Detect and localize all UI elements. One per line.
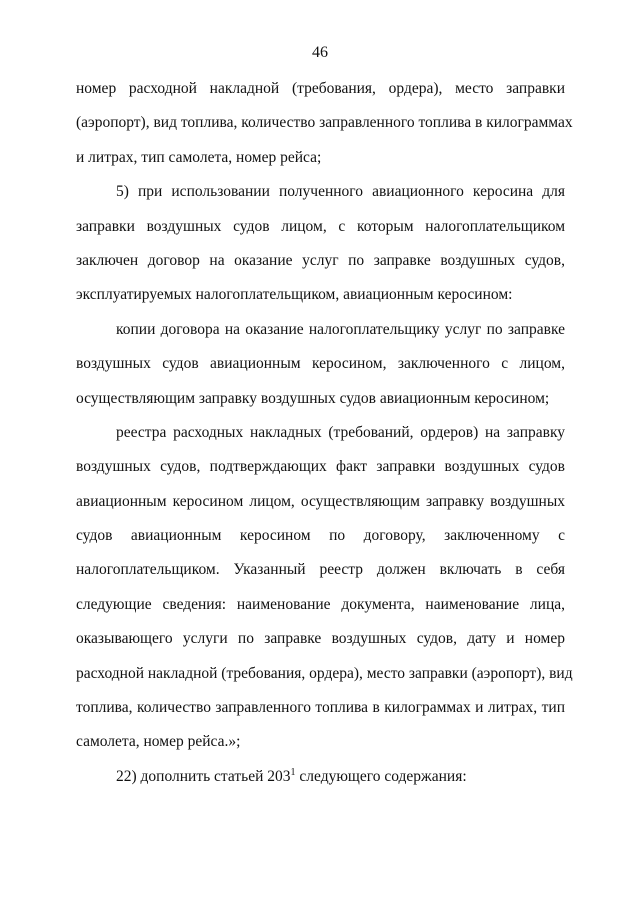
text-line: осуществляющим заправку воздушных судов авиационным керосином; [76, 389, 550, 407]
text-line: судов авиационным керосином по договору, заключенному с [76, 527, 565, 545]
item-text: следующего содержания: [295, 767, 467, 785]
text-line: налогоплательщиком. Указанный реестр должен включать в себя [76, 561, 565, 579]
text-line: оказывающего услуги по заправке воздушных судов, дату и номер [76, 630, 565, 648]
superscript: 1 [290, 766, 296, 778]
paragraph [76, 419, 573, 763]
paragraph [76, 763, 565, 797]
text-line: воздушных судов, подтверждающих факт заправки воздушных судов [76, 458, 565, 476]
text-line: (аэропорт), вид топлива, количество заправленного топлива в килограммах [76, 114, 573, 132]
text-line: расходной накладной (требования, ордера), место заправки (аэропорт), вид [76, 664, 573, 682]
paragraph [76, 316, 565, 419]
text-line: 5) при использовании полученного авиационного керосина для [116, 183, 565, 201]
item-text: 22) дополнить статьей 203 [116, 767, 291, 785]
text-line: авиационным керосином лицом, осуществляющим заправку воздушных [76, 492, 565, 510]
text-line: реестра расходных накладных (требований, ордеров) на заправку [116, 423, 565, 441]
text-line: номер расходной накладной (требования, ордера), место заправки [76, 80, 565, 97]
text-line: следующие сведения: наименование документа, наименование лица, [76, 595, 565, 613]
text-line: заправки воздушных судов лицом, с которым налогоплательщиком [76, 217, 565, 235]
text-line: воздушных судов авиационным керосином, заключенного с лицом, [76, 355, 565, 373]
document-body [76, 75, 573, 797]
text-line [76, 763, 565, 797]
text-line: эксплуатируемых налогоплательщиком, авиационным керосином: [76, 286, 513, 304]
page-number: 46 [312, 44, 328, 61]
text-line: заключен договор на оказание услуг по заправке воздушных судов, [76, 251, 565, 269]
text-line: самолета, номер рейса.»; [76, 733, 241, 751]
text-line: и литрах, тип самолета, номер рейса; [76, 148, 322, 166]
paragraph [76, 75, 573, 178]
text-line: копии договора на оказание налогоплательщику услуг по заправке [116, 320, 565, 338]
text-line: топлива, количество заправленного топлива в килограммах и литрах, тип [76, 699, 565, 717]
paragraph [76, 178, 565, 316]
